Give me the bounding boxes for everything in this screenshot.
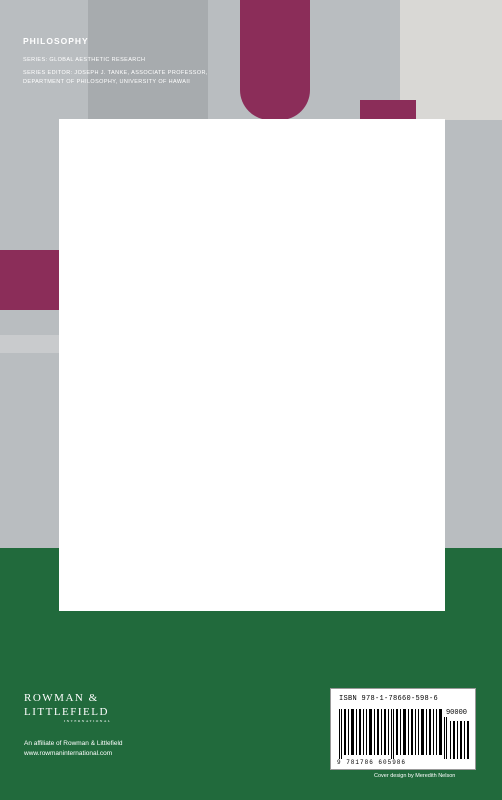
- website-link: www.rowmaninternational.com: [24, 749, 113, 757]
- affiliate-text: An affiliate of Rowman & Littlefield: [24, 740, 123, 747]
- series-header: [23, 36, 208, 87]
- logo-line: INTERNATIONAL: [64, 719, 112, 723]
- publisher-info: [24, 739, 123, 758]
- price-code: 90000: [445, 709, 467, 717]
- isbn-label: ISBN 978-1-78660-598-6: [339, 695, 439, 703]
- series-editor-dept: DEPARTMENT OF PHILOSOPHY, UNIVERSITY OF HAWAII: [23, 79, 191, 85]
- publisher-logo: [24, 692, 112, 723]
- series-editor: SERIES EDITOR: JOSEPH J. TANKE, ASSOCIATE PROFESSOR,: [23, 70, 208, 76]
- logo-line: LITTLEFIELD: [24, 706, 109, 718]
- cover-credit: Cover design by Meredith Nelson: [374, 773, 456, 779]
- bio-panel: [59, 473, 445, 611]
- series-name: SERIES: GLOBAL AESTHETIC RESEARCH: [23, 57, 146, 63]
- logo-line: ROWMAN &: [24, 692, 99, 704]
- blurb-panel: [59, 119, 445, 473]
- category-title: PHILOSOPHY: [23, 36, 89, 46]
- background-shape: [240, 0, 310, 120]
- background-shape: [0, 250, 60, 310]
- barcode: [330, 688, 476, 770]
- barcode-number: 9 781786 605986: [337, 759, 407, 766]
